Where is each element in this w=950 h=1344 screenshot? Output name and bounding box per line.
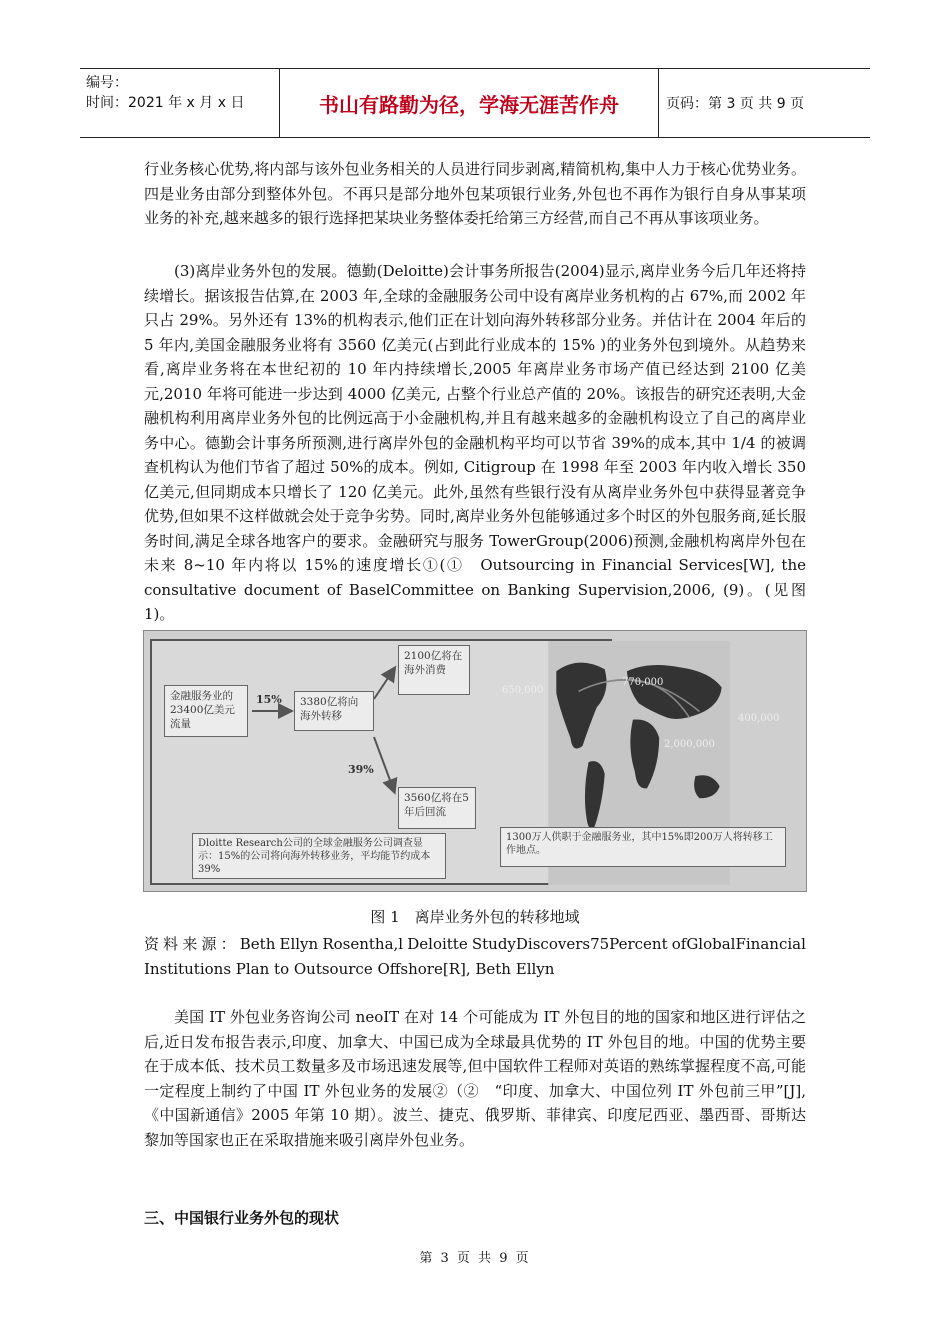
header-left-cell (80, 69, 280, 137)
map-label-770000: 770,000 (622, 677, 664, 688)
source-word: Ellyn (279, 935, 319, 953)
header-page-label: 页码：第 3 页 共 9 页 (666, 96, 805, 112)
source-word: Beth (239, 935, 276, 953)
pct-15-label: 15% (256, 693, 282, 706)
page-footer: 第 3 页 共 9 页 (419, 1251, 531, 1266)
flow-box-consume: 2100亿将在海外消费 (398, 645, 470, 695)
source-line-1 (144, 932, 806, 957)
section-heading: 三、中国银行业务外包的现状 (144, 1209, 340, 1227)
header-motto: 书山有路勤为径，学海无涯苦作舟 (280, 69, 659, 137)
paragraph-2: (3)离岸业务外包的发展。德勤(Deloitte)会计事务所报告(2004)显示,离岸业务今后几年还将持续增长。据该报告估算,在 2003 年,全球的金融服务公司中设有离岸业务机构的占 67%,而 2002 年只占 29%。另外还有 13%的机构表示,他们正在计划向海外转移部分业务。并估计在 2004 年后的 5 年内,美国金融服务业将有 3560 亿美元(占到此行业成本的 15% )的业务外包到境外。从趋势来看,离岸业务将在本世纪初的 10 年内持续增长,2005 年离岸业务市场产值已经达到 2100 亿美元,2010 年将可能进一步达到 4000 亿美元, 占整个行业总产值的 20%。该报告的研究还表明,大金融机构利用离岸业务外包的比例远高于小金融机构,并且有越来越多的金融机构设立了自己的离岸业务中心。德勤会计事务所预测,进行离岸外包的金融机构平均可以节省 39%的成本,其中 1/4 的被调查机构认为他们节省了超过 50%的成本。例如, Citigroup 在 1998 年至 2003 年内收入增长 350 亿美元,但同期成本只增长了 120 亿美元。此外,虽然有些银行没有从离岸业务外包中获得显著竞争优势,但如果不这样做就会处于竞争劣势。同时,离岸业务外包能够通过多个时区的外包服务商,延长服务时间,满足全球各地客户的要求。金融研究与服务 TowerGroup(2006)预测,金融机构离岸外包在未来 8~10 年内将以 15%的速度增长①(① Outsourcing in Financial Services[W], the consultative document of BaselCommittee on Banking Supervision,2006, (9)。(见图 1)。 (144, 262, 806, 623)
flow-box-total: 金融服务业的23400亿美元流量 (164, 685, 248, 737)
source-word: StudyDiscovers75Percent (471, 935, 668, 953)
source-word: Deloitte (407, 935, 468, 953)
source-word: 料 (163, 935, 179, 953)
source-word: 来 (182, 935, 198, 953)
source-word: Rosentha,l (322, 935, 404, 953)
map-label-2000000: 2,000,000 (664, 739, 715, 750)
paragraph-1: 行业务核心优势,将内部与该外包业务相关的人员进行同步剥离,精简机构,集中人力于核心优势业务。四是业务由部分到整体外包。不再只是部分地外包某项银行业务,外包也不再作为银行自身从事某项业务的补充,越来越多的银行选择把某块业务整体委托给第三方经营,而自己不再从事该项业务。 (144, 160, 806, 227)
source-word: ofGlobalFinancial (671, 935, 806, 953)
figure-caption: 图 1 离岸业务外包的转移地域 (370, 908, 580, 926)
number-label: 编号： (86, 75, 128, 91)
source-line-2: Institutions Plan to Outsource Offshore[R], Beth Ellyn (144, 959, 555, 978)
flow-box-return: 3560亿将在5年后回流 (398, 787, 476, 829)
source-word: ： (220, 935, 236, 953)
pct-39-label: 39% (348, 763, 374, 776)
map-note: 1300万人供职于金融服务业，其中15%即200万人将转移工作地点。 (500, 827, 786, 867)
source-word: 源 (201, 935, 217, 953)
figure-offshore-transfer (143, 630, 807, 892)
flow-note: Dloitte Research公司的全球金融服务公司调查显示：15%的公司将向海外转移业务，平均能节约成本39% (192, 833, 446, 879)
time-label: 时间：2021 年 x 月 x 日 (86, 95, 245, 111)
map-label-650000: 650,000 (502, 685, 544, 696)
source-word: 资 (144, 935, 160, 953)
paragraph-3: 美国 IT 外包业务咨询公司 neoIT 在对 14 个可能成为 IT 外包目的地的国家和地区进行评估之后,近日发布报告表示,印度、加拿大、中国已成为全球最具优势的 IT 外包目的地。中国的优势主要在于成本低、技术员工数量多及市场迅速发展等,但中国软件工程师对英语的熟练掌握程度不高,可能一定程度上制约了中国 IT 外包业务的发展②（② “印度、加拿大、中国位列 IT 外包前三甲”[J],《中国新通信》2005 年第 10 期）。波兰、捷克、俄罗斯、菲律宾、印度尼西亚、墨西哥、哥斯达黎加等国家也正在采取措施来吸引离岸外包业务。 (144, 1008, 806, 1149)
page-header (80, 68, 870, 138)
flow-box-transfer: 3380亿将向海外转移 (294, 691, 374, 731)
map-label-400000: 400,000 (738, 713, 780, 724)
figure-source (144, 932, 806, 981)
